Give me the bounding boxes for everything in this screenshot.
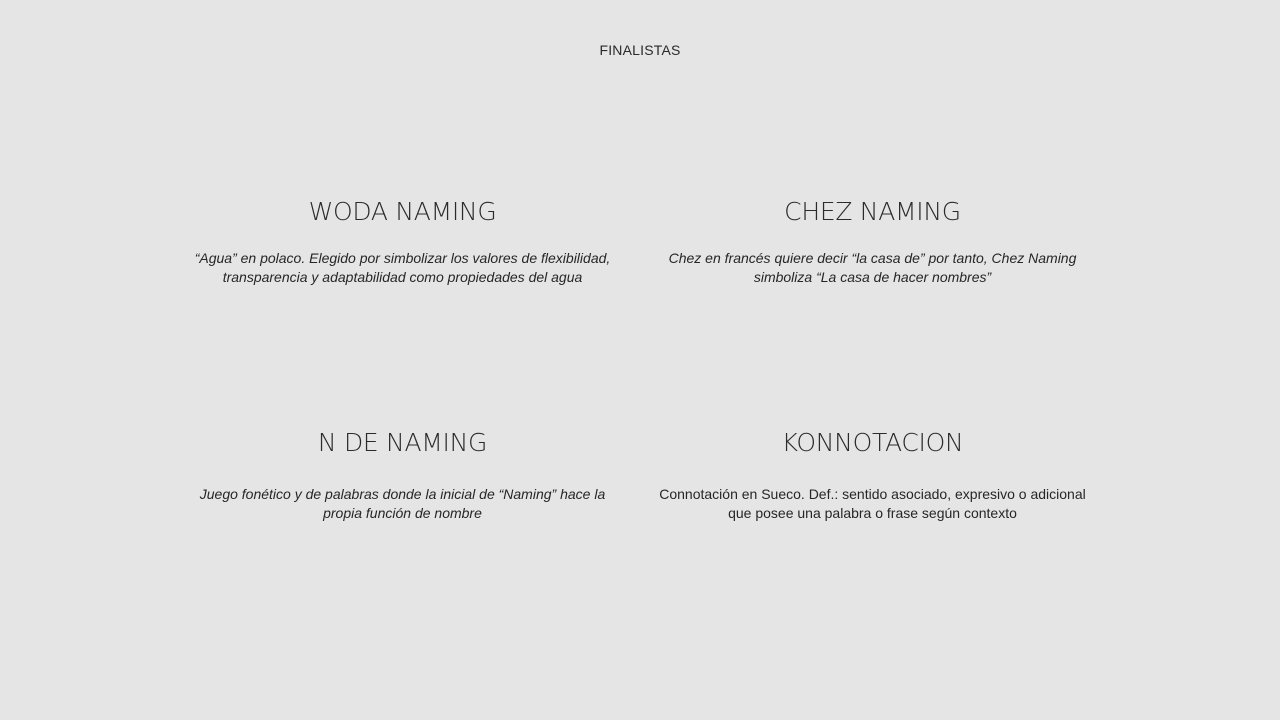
finalist-card-woda-naming: [175, 196, 630, 287]
finalist-description: [645, 485, 1100, 523]
description-line: Juego fonético y de palabras donde la inicial de “Naming” hace la: [199, 486, 606, 502]
description-line: transparencia y adaptabilidad como propiedades del agua: [222, 269, 583, 285]
finalist-title: N DE NAMING: [317, 428, 488, 457]
finalist-description: [175, 249, 630, 287]
finalist-title: CHEZ NAMING: [784, 197, 961, 226]
finalist-card-n-de-naming: [175, 427, 630, 523]
description-line: propia función de nombre: [323, 505, 482, 521]
description-line: simboliza “La casa de hacer nombres”: [753, 269, 992, 285]
description-line: “Agua” en polaco. Elegido por simbolizar los valores de flexibilidad,: [194, 250, 611, 266]
description-line: que posee una palabra o frase según contexto: [728, 505, 1017, 521]
finalist-title: WODA NAMING: [308, 197, 497, 226]
finalist-card-konnotacion: [645, 427, 1100, 523]
finalist-title: KONNOTACION: [781, 428, 964, 457]
finalist-description: [645, 249, 1100, 287]
slide-heading: FINALISTAS: [599, 42, 681, 58]
description-line: Connotación en Sueco. Def.: sentido asociado, expresivo o adicional: [659, 486, 1086, 502]
description-line: Chez en francés quiere decir “la casa de” por tanto, Chez Naming: [668, 250, 1077, 266]
finalist-description: [175, 485, 630, 523]
finalist-card-chez-naming: [645, 196, 1100, 287]
